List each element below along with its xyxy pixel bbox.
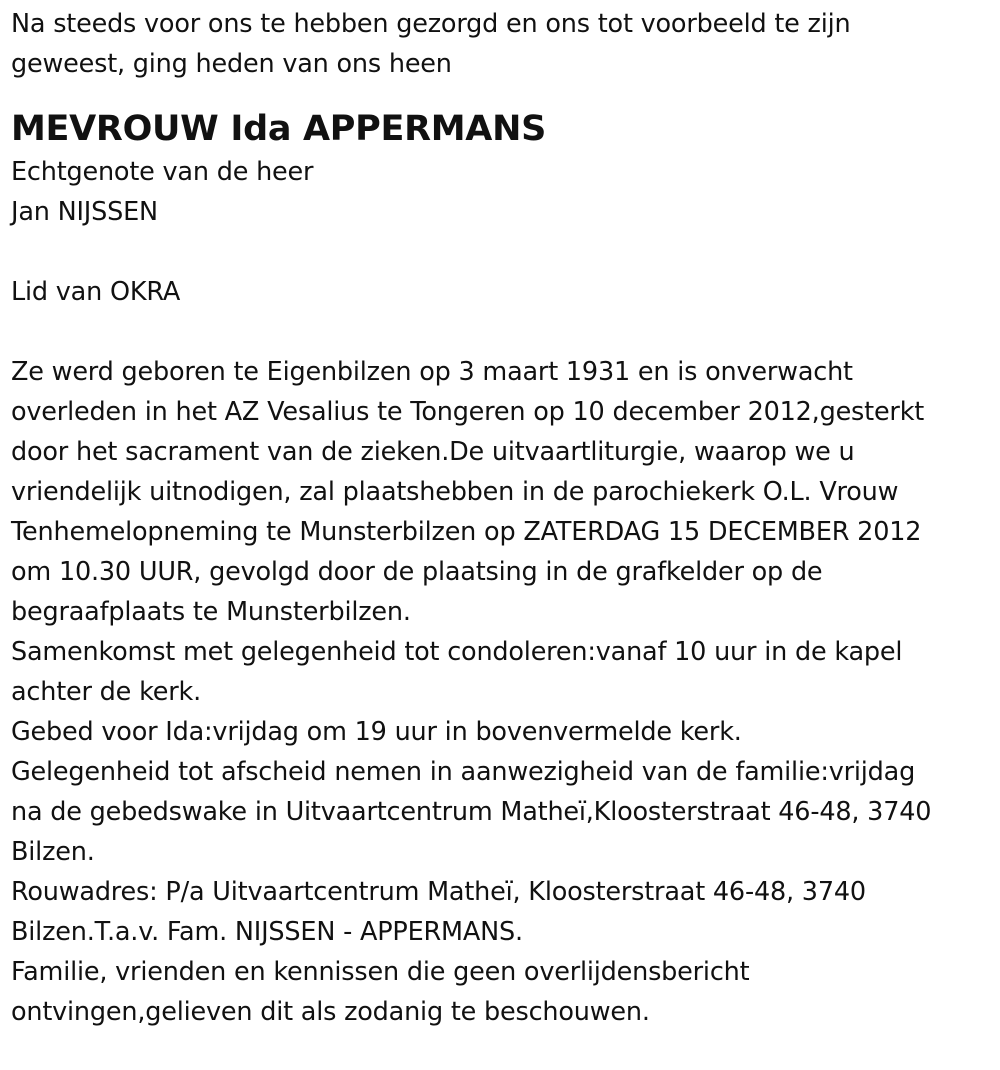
- body-line: Gelegenheid tot afscheid nemen in aanwezigheid van de familie:vrijdag: [11, 757, 916, 787]
- spacer: [11, 232, 996, 272]
- body-line: Bilzen.T.a.v. Fam. NIJSSEN - APPERMANS.: [11, 917, 523, 947]
- intro-line-2: geweest, ging heden van ons heen: [11, 49, 452, 79]
- membership-line: Lid van OKRA: [11, 277, 181, 307]
- body-line: Rouwadres: P/a Uitvaartcentrum Matheï, Kloosterstraat 46-48, 3740: [11, 877, 866, 907]
- body-line: door het sacrament van de zieken.De uitvaartliturgie, waarop we u: [11, 437, 855, 467]
- body-line: overleden in het AZ Vesalius te Tongeren op 10 december 2012,gesterkt: [11, 397, 925, 427]
- intro-line-1: Na steeds voor ons te hebben gezorgd en ons tot voorbeeld te zijn: [11, 9, 851, 39]
- spouse-line-1: Echtgenote van de heer: [11, 157, 314, 187]
- body-line: vriendelijk uitnodigen, zal plaatshebben in de parochiekerk O.L. Vrouw: [11, 477, 899, 507]
- body-line: Bilzen.: [11, 837, 95, 867]
- body-line: om 10.30 UUR, gevolgd door de plaatsing in de grafkelder op de: [11, 557, 823, 587]
- spacer: [11, 312, 996, 352]
- deceased-name: MEVROUW Ida APPERMANS: [11, 109, 546, 149]
- body-line: begraafplaats te Munsterbilzen.: [11, 597, 411, 627]
- body-line: na de gebedswake in Uitvaartcentrum Matheï,Kloosterstraat 46-48, 3740: [11, 797, 932, 827]
- body-line: ontvingen,gelieven dit als zodanig te beschouwen.: [11, 997, 650, 1027]
- body-line: Samenkomst met gelegenheid tot condoleren:vanaf 10 uur in de kapel: [11, 637, 903, 667]
- body-line: Ze werd geboren te Eigenbilzen op 3 maart 1931 en is onverwacht: [11, 357, 853, 387]
- obituary-notice: [11, 4, 996, 1032]
- obituary-body: [11, 352, 996, 1032]
- body-line: Gebed voor Ida:vrijdag om 19 uur in bovenvermelde kerk.: [11, 717, 742, 747]
- spouse-line-2: Jan NIJSSEN: [11, 197, 158, 227]
- body-line: Familie, vrienden en kennissen die geen overlijdensbericht: [11, 957, 750, 987]
- body-line: Tenhemelopneming te Munsterbilzen op ZATERDAG 15 DECEMBER 2012: [11, 517, 922, 547]
- body-line: achter de kerk.: [11, 677, 201, 707]
